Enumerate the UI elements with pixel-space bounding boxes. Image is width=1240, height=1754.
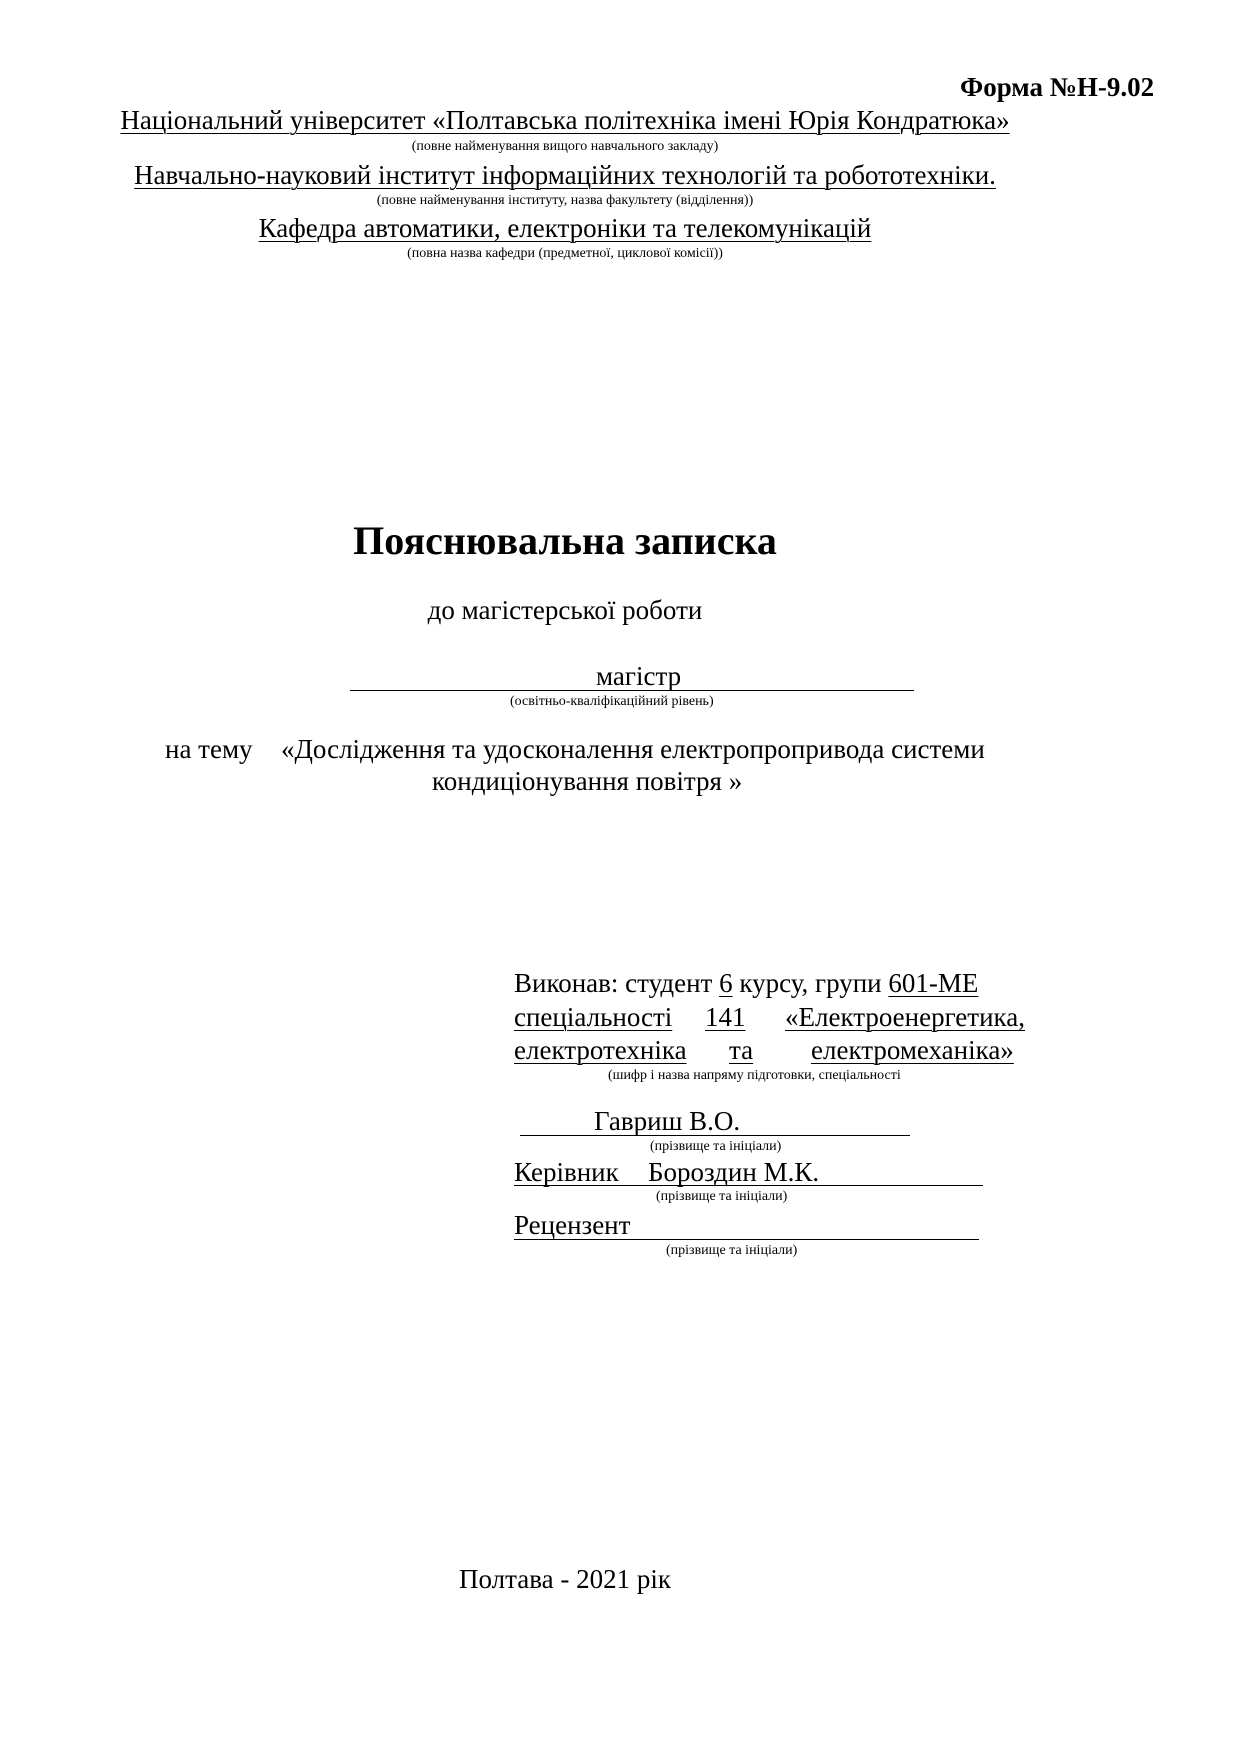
course-suffix: курсу, групи bbox=[739, 968, 882, 998]
student-underline bbox=[520, 1135, 910, 1136]
university-name: Національний університет «Полтавська політехніка імені Юрія Кондратюка» bbox=[120, 105, 1010, 135]
level-underline bbox=[350, 690, 914, 691]
student-name-caption: (прізвище та ініціали) bbox=[650, 1139, 782, 1154]
department-line bbox=[0, 212, 1130, 244]
supervisor-underline bbox=[514, 1185, 983, 1186]
supervisor-caption: (прізвище та ініціали) bbox=[656, 1189, 788, 1204]
spec-word: спеціальності bbox=[514, 1002, 673, 1032]
topic-line-1: «Дослідження та удосконалення електропропривода системи bbox=[281, 734, 985, 764]
university-caption: (повне найменування вищого навчального закладу) bbox=[411, 139, 719, 154]
spec-name-1: «Електроенергетика, bbox=[785, 1002, 1025, 1032]
reviewer-underline bbox=[514, 1239, 979, 1240]
topic-prefix: на тему bbox=[165, 734, 253, 764]
course-number: 6 bbox=[719, 968, 733, 998]
student-name: Гавриш В.О. bbox=[594, 1106, 741, 1136]
topic-line-2: кондиціонування повітря » bbox=[432, 766, 743, 796]
performed-prefix: Виконав: студент bbox=[514, 968, 713, 998]
department-name: Кафедра автоматики, електроніки та телекомунікацій bbox=[258, 213, 872, 243]
document-title: Пояснювальна записка bbox=[353, 518, 777, 563]
university-line bbox=[0, 104, 1130, 136]
level-caption: (освітньо-кваліфікаційний рівень) bbox=[510, 694, 714, 709]
institute-name: Навчально-науковий інститут інформаційних технологій та робототехніки. bbox=[134, 160, 996, 190]
spec-caption: (шифр і назва напряму підготовки, спеціальності bbox=[608, 1068, 901, 1083]
institute-line bbox=[0, 159, 1130, 191]
city-year: Полтава - 2021 рік bbox=[459, 1564, 671, 1594]
spec-name-2c: електромеханіка» bbox=[811, 1035, 1014, 1065]
spec-name-2a: електротехніка bbox=[514, 1035, 687, 1065]
reviewer-label: Рецензент bbox=[514, 1210, 631, 1240]
spec-name-2b: та bbox=[729, 1035, 754, 1065]
form-number: Форма №Н-9.02 bbox=[960, 72, 1155, 102]
department-caption: (повна назва кафедри (предметної, циклової комісії)) bbox=[407, 246, 723, 261]
group-code: 601-МЕ bbox=[888, 968, 979, 998]
performed-by-line bbox=[514, 967, 978, 999]
reviewer-caption: (прізвище та ініціали) bbox=[666, 1243, 798, 1258]
document-subtitle: до магістерської роботи bbox=[427, 595, 703, 625]
spec-code: 141 bbox=[705, 1002, 746, 1032]
supervisor-label: Керівник bbox=[514, 1157, 619, 1187]
institute-caption: (повне найменування інституту, назва факультету (відділення)) bbox=[376, 193, 754, 208]
qualification-level: магістр bbox=[596, 661, 682, 691]
supervisor-name: Бороздин М.К. bbox=[648, 1157, 820, 1187]
